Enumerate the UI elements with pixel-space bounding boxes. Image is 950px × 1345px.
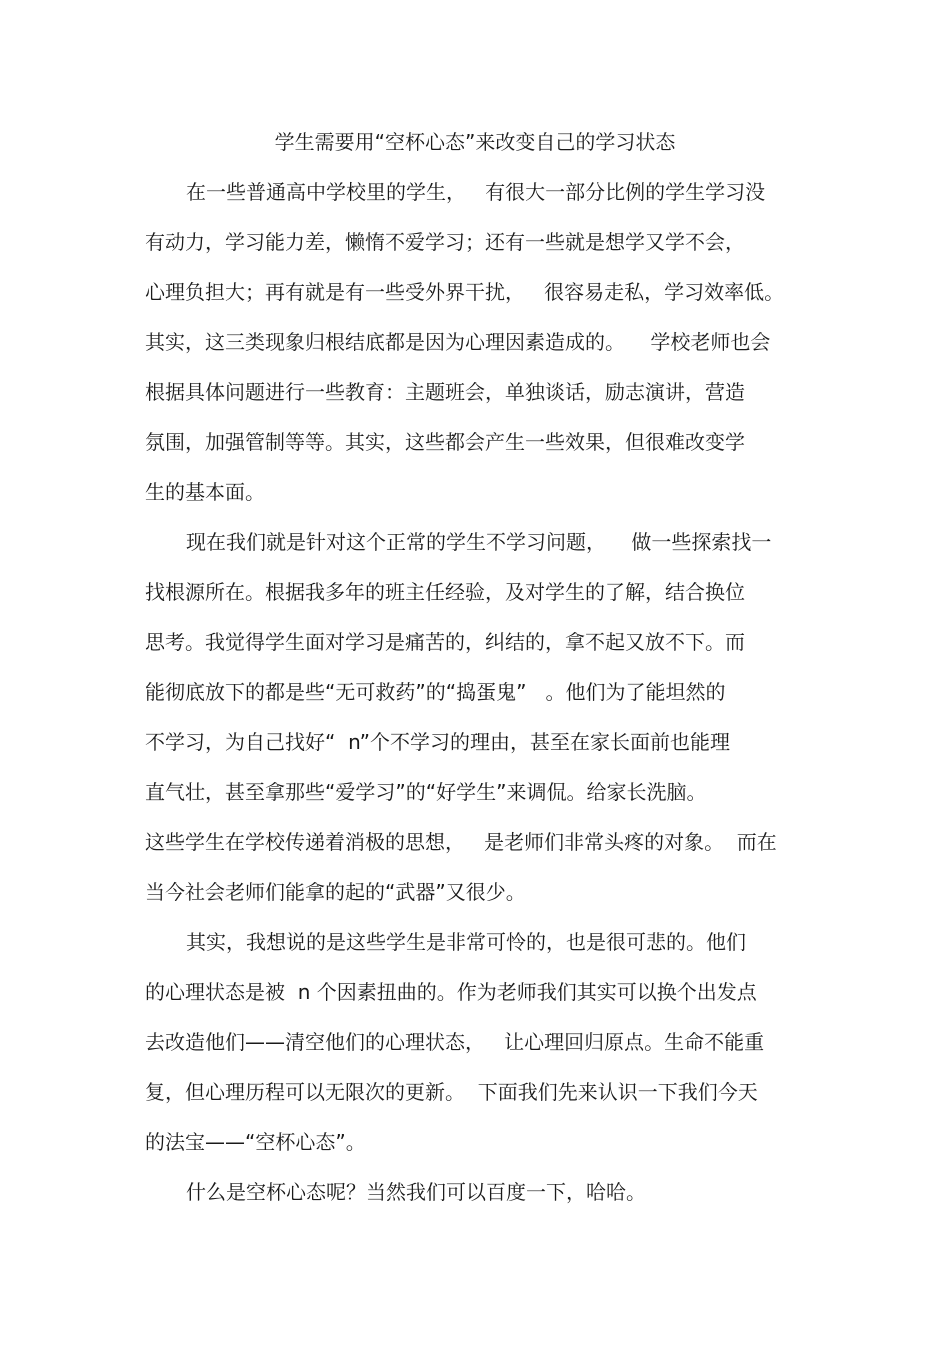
paragraph-line: 心理负担大；再有就是有一些受外界干扰， 很容易走私，学习效率低。	[145, 280, 785, 304]
paragraph-line: 其实，这三类现象归根结底都是因为心理因素造成的。 学校老师也会	[145, 330, 771, 354]
paragraph-line: 复，但心理历程可以无限次的更新。 下面我们先来认识一下我们今天	[145, 1080, 758, 1104]
paragraph-line: 不学习，为自己找好“ n”个不学习的理由，甚至在家长面前也能理	[145, 730, 731, 754]
paragraph-line: 去改造他们——清空他们的心理状态， 让心理回归原点。生命不能重	[145, 1030, 765, 1054]
paragraph-line: 有动力，学习能力差，懒惰不爱学习；还有一些就是想学又学不会，	[145, 230, 745, 254]
paragraph-line: 在一些普通高中学校里的学生， 有很大一部分比例的学生学习没	[186, 180, 766, 204]
document-title: 学生需要用“空杯心态”来改变自己的学习状态	[274, 130, 676, 154]
paragraph-line: 现在我们就是针对这个正常的学生不学习问题， 做一些探索找一	[186, 530, 772, 554]
paragraph-line: 这些学生在学校传递着消极的思想， 是老师们非常头疼的对象。 而在	[145, 830, 777, 854]
paragraph-line: 其实，我想说的是这些学生是非常可怜的，也是很可悲的。他们	[186, 930, 746, 954]
paragraph-line: 的法宝——“空杯心态”。	[145, 1130, 366, 1154]
paragraph-line: 思考。我觉得学生面对学习是痛苦的，纠结的，拿不起又放不下。而	[145, 630, 745, 654]
paragraph-line: 生的基本面。	[145, 480, 265, 504]
paragraph-line: 能彻底放下的都是些“无可救药”的“捣蛋鬼” 。他们为了能坦然的	[145, 680, 726, 704]
paragraph-line: 直气壮，甚至拿那些“爱学习”的“好学生”来调侃。给家长洗脑。	[145, 780, 707, 804]
paragraph-line: 的心理状态是被 n 个因素扭曲的。作为老师我们其实可以换个出发点	[145, 980, 757, 1004]
paragraph-line: 找根源所在。根据我多年的班主任经验，及对学生的了解，结合换位	[145, 580, 745, 604]
paragraph-line: 氛围，加强管制等等。其实，这些都会产生一些效果，但很难改变学	[145, 430, 745, 454]
paragraph-line: 根据具体问题进行一些教育：主题班会，单独谈话，励志演讲，营造	[145, 380, 745, 404]
paragraph-line: 当今社会老师们能拿的起的“武器”又很少。	[145, 880, 526, 904]
paragraph-line: 什么是空杯心态呢？当然我们可以百度一下，哈哈。	[186, 1180, 646, 1204]
